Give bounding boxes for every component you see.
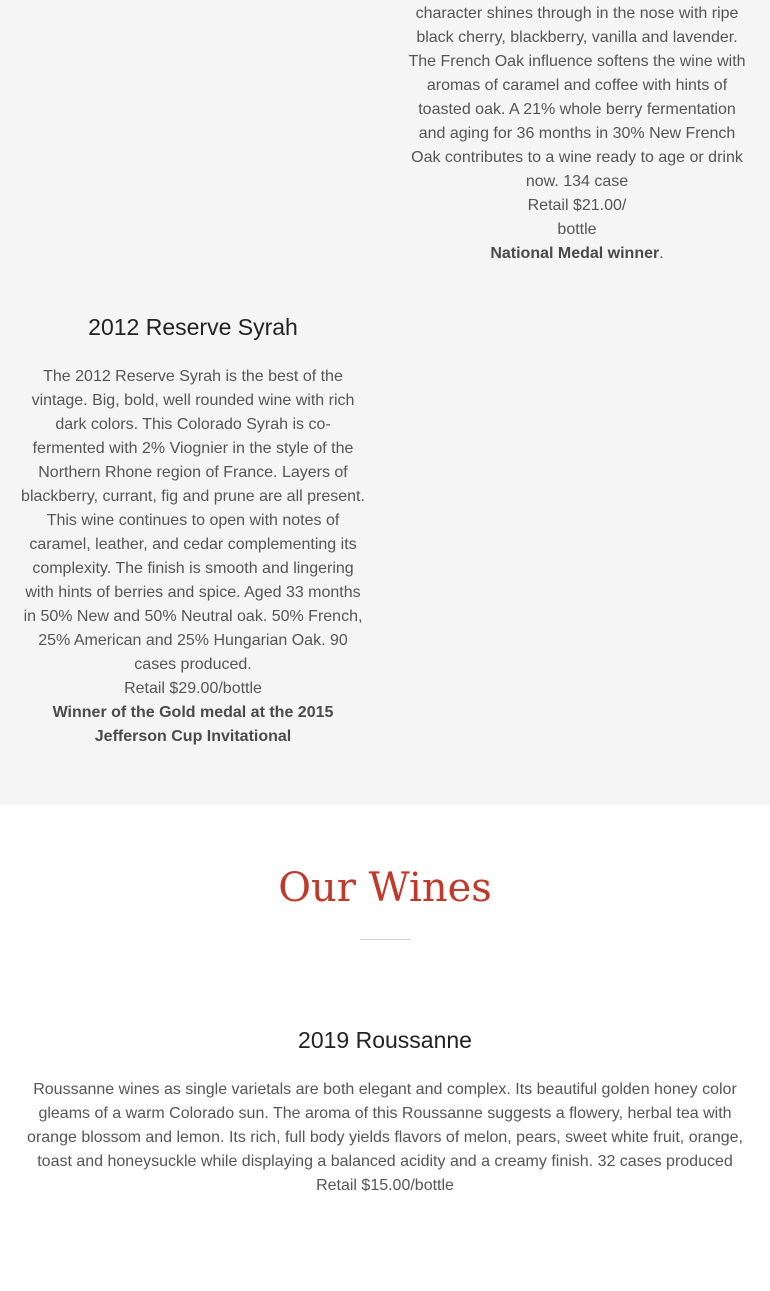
our-wines-heading: Our Wines (278, 865, 492, 911)
roussanne-description: Roussanne wines as single varietals are both elegant and complex. Its beautiful golden honey color gleams of a warm Colorado sun. The aroma of this Roussanne suggests a flowery, herbal tea with orange blossom and lemon. Its rich, full body yields flavors of melon, pears, sweet white fruit, orange, toast and honeysuckle while displaying a balanced acidity and a creamy finish. 32 cases produced (27, 1081, 743, 1170)
reserve-syrah-award: Winner of the Gold medal at the 2015 Jefferson Cup Invitational (52, 704, 334, 745)
previous-wine-description: character shines through in the nose with ripe black cherry, blackberry, vanilla and lavender. The French Oak influence softens the wine with aromas of caramel and coffee with hints of toasted oak. A 21% whole berry fermentation and aging for 36 months in 30% New French Oak contributes to a wine ready to age or drink now. 134 case (408, 5, 746, 190)
reserve-syrah-price: Retail $29.00/bottle (124, 680, 262, 697)
previous-wine-award: National Medal winner (490, 245, 660, 262)
roussanne-price: Retail $15.00/bottle (316, 1177, 454, 1194)
previous-wine-award-suffix: . (659, 245, 664, 262)
previous-wine-price: Retail $21.00/ (527, 197, 627, 214)
reserve-syrah-description: The 2012 Reserve Syrah is the best of the vintage. Big, bold, well rounded wine with rich dark colors. This Colorado Syrah is co-fermented with 2% Viognier in the style of the Northern Rhone region of France. Layers of blackberry, currant, fig and prune are all present. This wine continues to open with notes of caramel, leather, and cedar complementing its complexity. The finish is smooth and lingering with hints of berries and spice. Aged 33 months in 50% New and 50% Neutral oak. 50% French, 25% American and 25% Hungarian Oak. 90 cases produced. (21, 368, 365, 673)
previous-wine-award-line (404, 242, 750, 266)
previous-wine-price-unit: bottle (557, 221, 597, 238)
roussanne-title: 2019 Roussanne (298, 1027, 472, 1053)
reserve-syrah-title: 2012 Reserve Syrah (88, 314, 298, 340)
previous-wine-card (404, 2, 750, 266)
heading-divider (360, 939, 410, 940)
reserve-syrah-card (20, 365, 366, 749)
roussanne-card (25, 1078, 745, 1198)
